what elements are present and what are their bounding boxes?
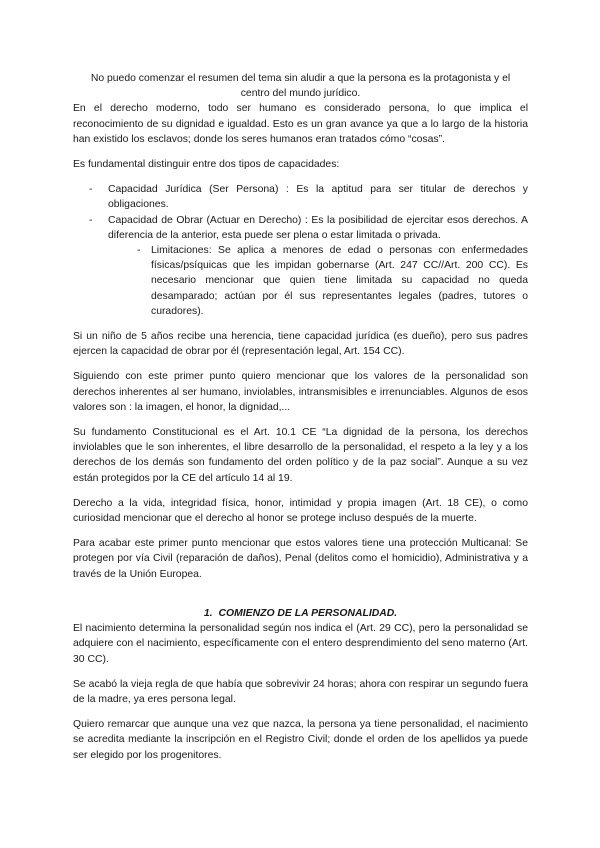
paragraph-ejemplo-herencia: Si un niño de 5 años recibe una herencia, tiene capacidad jurídica (es dueño), pero sus padres ejercen la capacidad de obrar por él (representación legal, Art. 154 CC). <box>73 331 528 358</box>
list-item-capacidad-juridica: - Capacidad Jurídica (Ser Persona) : Es la aptitud para ser titular de derechos y obligaciones. <box>73 182 528 212</box>
section-heading <box>73 606 528 621</box>
paragraph-registro-civil: Quiero remarcar que aunque una vez que nazca, la persona ya tiene personalidad, el nacimiento se acredita mediante la inscripción en el Registro Civil; donde el orden de los apellidos ya puede ser elegido por los progenitores. <box>73 719 528 761</box>
paragraph-derecho-moderno: En el derecho moderno, todo ser humano es considerado persona, lo que implica el reconocimiento de su dignidad e igualdad. Esto es un gran avance ya que a lo largo de la historia han existido los esclavos; donde los seres humanos eran tratados cómo “cosas”. <box>73 103 528 145</box>
list-item-limitaciones: - Limitaciones: Se aplica a menores de edad o personas con enfermedades físicas/psíquicas que les impidan gobernarse (Art. 247 CC//Art. 200 CC). Es necesario mencionar que quien tiene limitada su capacidad no queda desamparado; actúan por él sus representantes legales (padres, tutores o curadores). <box>134 243 528 319</box>
document-body <box>73 71 528 763</box>
paragraph-fundamento-constitucional: Su fundamento Constitucional es el Art. 10.1 CE “La dignidad de la persona, los derechos inviolables que le son inherentes, el libre desarrollo de la personalidad, el respeto a la ley y a los derechos de los demás son fundamento del orden político y de la paz social”. Aunque a su vez están protegidos por la CE del artículo 14 al 19. <box>73 427 528 484</box>
limitaciones-sublist <box>134 243 528 319</box>
capacidad-obrar-text: Capacidad de Obrar (Actuar en Derecho) : Es la posibilidad de ejercitar esos derechos. A diferencia de la anterior, esta puede ser plena o estar limitada o privada. <box>108 214 528 241</box>
sublist-wrapper <box>134 243 528 319</box>
paragraph-valores-personalidad: Siguiendo con este primer punto quiero mencionar que los valores de la personalidad son derechos inherentes al ser humano, inviolables, intransmisibles e irrenunciables. Algunos de esos valores son : la imagen, el honor, la dignidad,... <box>73 371 528 413</box>
paragraph-proteccion-multicanal: Para acabar este primer punto mencionar que estos valores tiene una protección Multicanal: Se protegen por vía Civil (reparación de daños), Penal (delitos como el homicidio), Administrativa y a través de la Unión Europea. <box>73 538 528 580</box>
paragraph-regla-24-horas: Se acabó la vieja regla de que había que sobrevivir 24 horas; ahora con respirar un segundo fuera de la madre, ya eres persona legal. <box>73 678 528 705</box>
list-item-capacidad-obrar <box>73 213 528 319</box>
paragraph-nacimiento: El nacimiento determina la personalidad según nos indica el (Art. 29 CC), pero la personalidad se adquiere con el nacimiento, específicamente con el entero desprendimiento del seno materno (Art. 30 CC). <box>73 623 528 665</box>
section-number: 1. <box>203 607 213 619</box>
paragraph-capacidades-intro: Es fundamental distinguir entre dos tipos de capacidades: <box>73 159 340 171</box>
section-title: COMIENZO DE LA PERSONALIDAD. <box>218 607 398 619</box>
intro-paragraph: No puedo comenzar el resumen del tema sin aludir a que la persona es la protagonista y el centro del mundo jurídico. <box>90 73 511 100</box>
paragraph-derecho-vida: Derecho a la vida, integridad física, honor, intimidad y propia imagen (Art. 18 CE), o como curiosidad mencionar que el derecho al honor se protege incluso después de la muerte. <box>73 497 528 525</box>
capacidades-list <box>73 182 528 319</box>
